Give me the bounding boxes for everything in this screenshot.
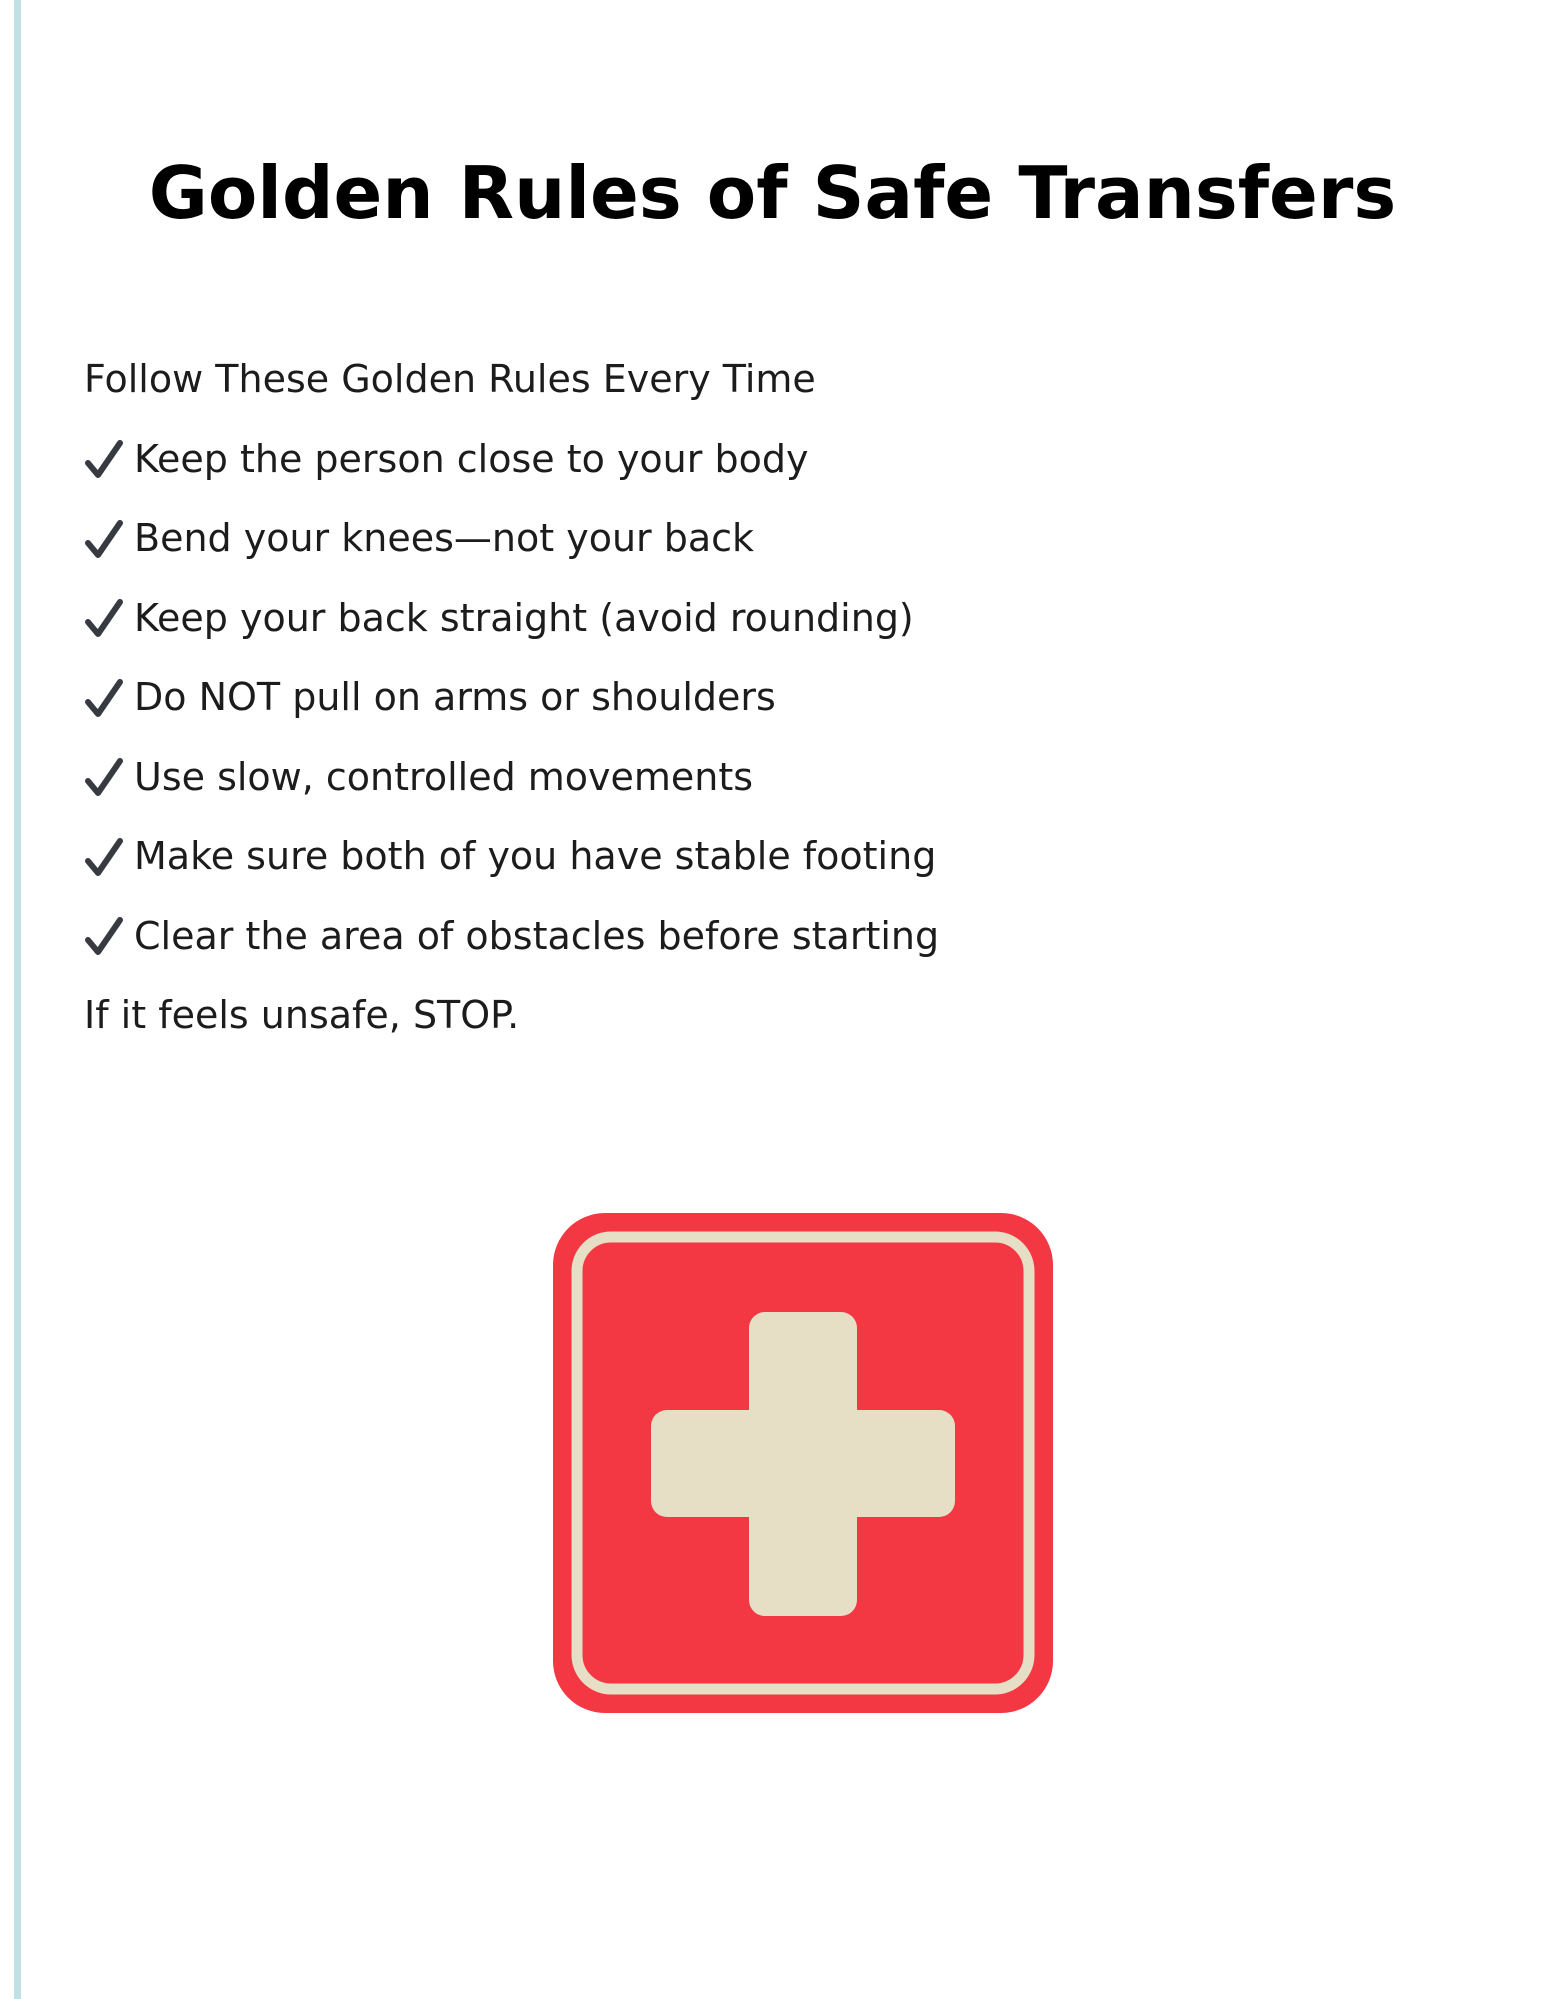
- check-mark-icon: [84, 755, 124, 799]
- rule-text: Keep the person close to your body: [134, 436, 809, 481]
- check-mark-icon: [84, 835, 124, 879]
- rules-section: [84, 340, 1084, 1056]
- check-mark-icon: [84, 596, 124, 640]
- check-mark-icon: [84, 676, 124, 720]
- rule-text: Do NOT pull on arms or shoulders: [134, 675, 776, 720]
- left-border-rule: [14, 0, 21, 1999]
- rule-item: [84, 817, 1084, 897]
- rule-text: Use slow, controlled movements: [134, 754, 754, 799]
- check-mark-icon: [84, 437, 124, 481]
- rule-text: Keep your back straight (avoid rounding): [134, 595, 914, 640]
- closing-label: If it feels unsafe, STOP.: [84, 993, 520, 1038]
- page-title: Golden Rules of Safe Transfers: [148, 151, 1397, 235]
- rule-item: [84, 738, 1084, 818]
- first-aid-cross-icon: [553, 1213, 1053, 1713]
- rule-item: [84, 499, 1084, 579]
- rule-text: Make sure both of you have stable footing: [134, 834, 937, 879]
- intro-label: Follow These Golden Rules Every Time: [84, 357, 816, 402]
- rule-item: [84, 897, 1084, 977]
- rule-text: Clear the area of obstacles before starting: [134, 913, 940, 958]
- cross-horizontal-bar: [651, 1410, 955, 1517]
- first-aid-cross-graphic: [553, 1213, 1053, 1713]
- closing-text: [84, 976, 1084, 1056]
- rule-item: [84, 420, 1084, 500]
- check-mark-icon: [84, 914, 124, 958]
- intro-text: [84, 340, 1084, 420]
- rule-item: [84, 579, 1084, 659]
- check-mark-icon: [84, 517, 124, 561]
- rule-item: [84, 658, 1084, 738]
- rule-text: Bend your knees—not your back: [134, 516, 755, 561]
